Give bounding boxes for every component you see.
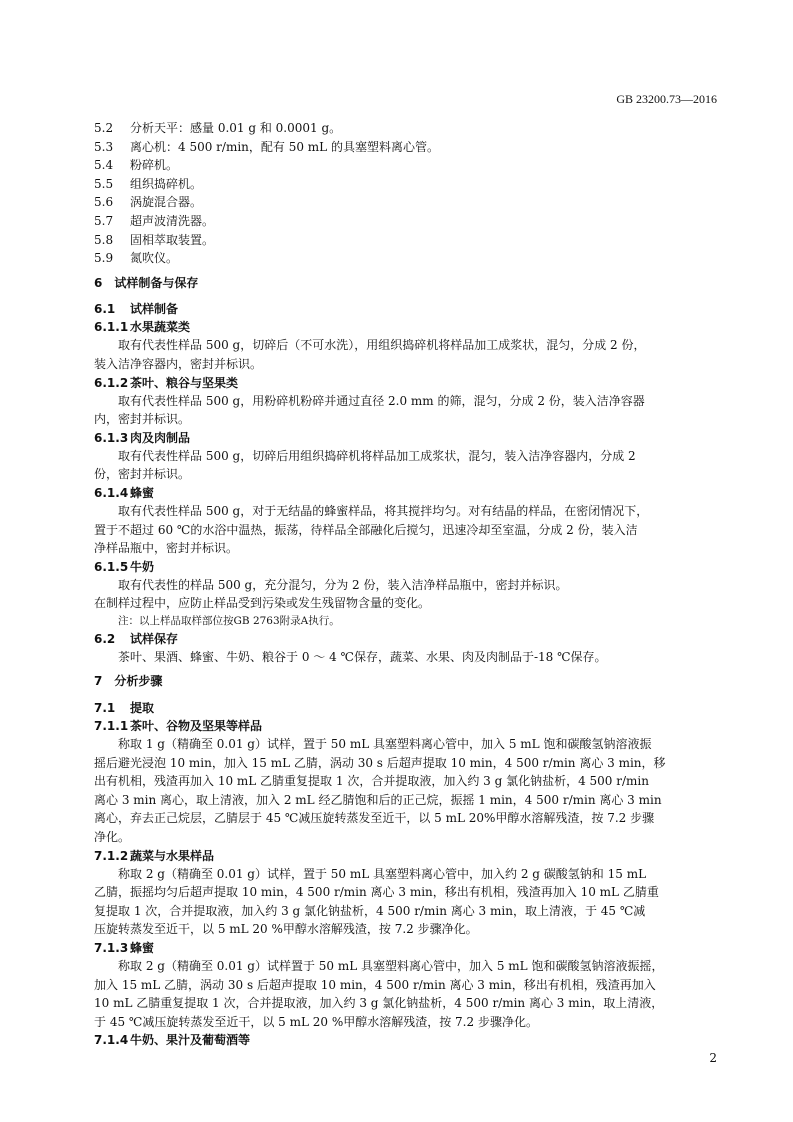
- page-content: [94, 119, 718, 1049]
- list-item: 5.7 超声波清洗器。: [94, 213, 215, 228]
- subsection-heading-7-1-2: 7.1.2 蔬菜与水果样品: [94, 848, 215, 863]
- section-heading-6: 6 试样制备与保存: [94, 275, 199, 290]
- list-item: 5.3 离心机：4 500 r/min，配有 50 mL 的具塞塑料离心管。: [94, 139, 439, 154]
- subsection-heading-6-1: 6.1 试样制备: [94, 302, 179, 317]
- list-item: 5.5 组织捣碎机。: [94, 176, 203, 191]
- subsection-heading-6-1-2: 6.1.2 茶叶、粮谷与坚果类: [94, 375, 239, 390]
- list-item: 5.6 涡旋混合器。: [94, 195, 203, 210]
- section-heading-7: 7 分析步骤: [94, 674, 163, 689]
- subsection-heading-6-1-1: 6.1.1 水果蔬菜类: [94, 320, 191, 335]
- note: 注：以上样品取样部位按GB 2763附录A执行。: [118, 614, 340, 627]
- subsection-heading-7-1-3: 7.1.3 蜂蜜: [94, 941, 155, 955]
- paragraph: 称取 1 g（精确至 0.01 g）试样，置于 50 mL 具塞塑料离心管中，加入 5 mL 饱和碳酸氢钠溶液振 摇后避光浸泡 10 min，加入 15 mL 乙腈，涡动 30 s 后超声提取 10 min，4 500 r/min 离心 3 min，移 出有机相，残渣再加入 10 mL 乙腈重复提取 1 次，合并提取液，加入约 3 g 氯化钠盐析，4 500 r/min 离心 3 min 离心，取上清液，加入 2 mL 经乙腈饱和后的正己烷，振摇 1 min，4 500 r/min 离心 3 min 离心，弃去正己烷层，乙腈层于 45 ℃减压旋转蒸发至近干，以 5 mL 20%甲醇水溶解残渣，按 7.2 步骤 净化。: [94, 737, 666, 845]
- equipment-list: [94, 119, 718, 268]
- subsection-heading-7-1-1: 7.1.1 茶叶、谷物及坚果等样品: [94, 719, 263, 734]
- paragraph: 称取 2 g（精确至 0.01 g）试样，置于 50 mL 具塞塑料离心管中，加入约 2 g 碳酸氢钠和 15 mL 乙腈，振摇均匀后超声提取 10 min，4 500 r/min 离心 3 min，移出有机相，残渣再加入 10 mL 乙腈重 复提取 1 次，合并提取液，加入约 3 g 氯化钠盐析，4 500 r/min 离心 3 min，取上清液，于 45 ℃减 压旋转蒸发至近干，以 5 mL 20 %甲醇水溶解残渣，按 7.2 步骤净化。: [94, 866, 659, 937]
- subsection-heading-6-2: 6.2 试样保存: [94, 631, 179, 646]
- subsection-heading-6-1-3: 6.1.3 肉及肉制品: [94, 430, 191, 445]
- list-item: 5.9 氮吹仪。: [94, 251, 179, 266]
- paragraph: 茶叶、果酒、蜂蜜、牛奶、粮谷于 0 ～ 4 ℃保存，蔬菜、水果、肉及肉制品于-18 ℃保存。: [118, 649, 607, 664]
- list-item: 5.8 固相萃取装置。: [94, 232, 215, 247]
- subsection-heading-7-1: 7.1 提取: [94, 701, 155, 716]
- standard-number: GB 23200.73—2016: [616, 92, 717, 106]
- subsection-heading-6-1-5: 6.1.5 牛奶: [94, 559, 155, 574]
- paragraph: 取有代表性样品 500 g，切碎后用组织捣碎机将样品加工成浆状，混匀，装入洁净容器内，分成 2 份，密封并标识。: [94, 448, 636, 482]
- subsection-heading-7-1-4: 7.1.4 牛奶、果汁及葡萄酒等: [94, 1033, 251, 1048]
- subsection-heading-6-1-4: 6.1.4 蜂蜜: [94, 485, 155, 500]
- paragraph: 取有代表性样品 500 g，对于无结晶的蜂蜜样品，将其搅拌均匀。对有结晶的样品，在密闭情况下， 置于不超过 60 ℃的水浴中温热，振荡，待样品全部融化后搅匀，迅速冷却至室温，分成 2 份，装入洁 净样品瓶中，密封并标识。: [94, 503, 649, 556]
- paragraph: 取有代表性样品 500 g，切碎后（不可水洗），用组织捣碎机将样品加工成浆状，混匀，分成 2 份， 装入洁净容器内，密封并标识。: [94, 338, 646, 371]
- paragraph: 取有代表性的样品 500 g，充分混匀，分为 2 份，装入洁净样品瓶中，密封并标识。 在制样过程中，应防止样品受到污染或发生残留物含量的变化。: [94, 577, 568, 611]
- list-item: 5.4 粉碎机。: [94, 158, 179, 173]
- list-item: 5.2 分析天平：感量 0.01 g 和 0.0001 g。: [94, 121, 342, 135]
- page-number: 2: [709, 1051, 717, 1065]
- paragraph: 称取 2 g（精确至 0.01 g）试样置于 50 mL 具塞塑料离心管中，加入 5 mL 饱和碳酸氢钠溶液振摇， 加入 15 mL 乙腈，涡动 30 s 后超声提取 10 min，4 500 r/min 离心 3 min，移出有机相，残渣再加入 10 mL 乙腈重复提取 1 次，合并提取液，加入约 3 g 氯化钠盐析，4 500 r/min 离心 3 min，取上清液， 于 45 ℃减压旋转蒸发至近干，以 5 mL 20 %甲醇水溶解残渣，按 7.2 步骤净化。: [94, 959, 664, 1029]
- paragraph: 取有代表性样品 500 g，用粉碎机粉碎并通过直径 2.0 mm 的筛，混匀，分成 2 份，装入洁净容器 内，密封并标识。: [94, 393, 645, 427]
